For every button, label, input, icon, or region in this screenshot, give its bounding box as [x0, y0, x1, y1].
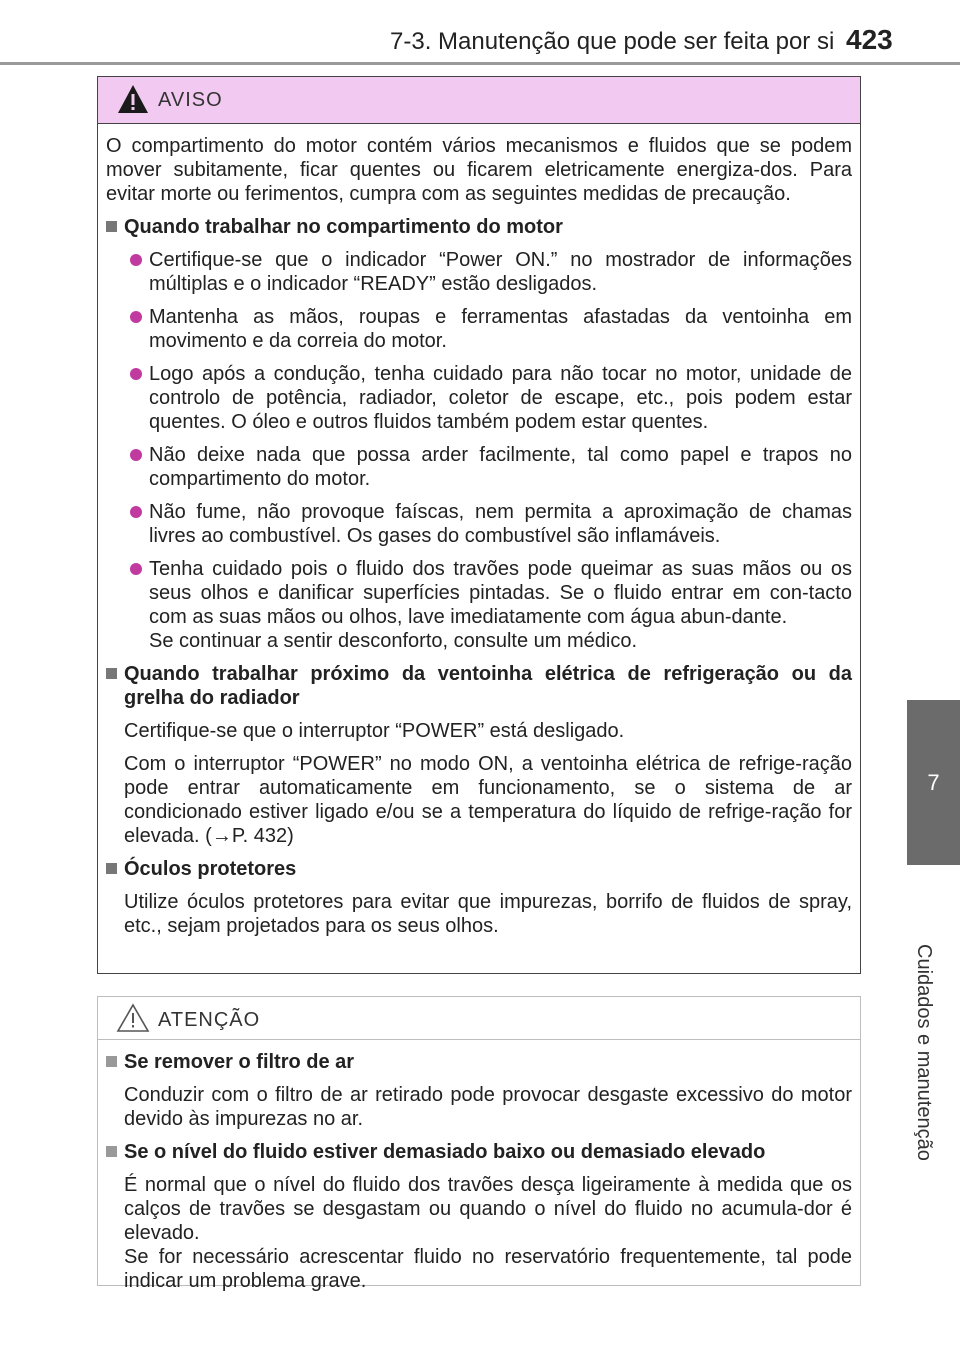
caution-body — [98, 1040, 860, 1293]
warning-intro: O compartimento do motor contém vários mecanismos e fluidos que se podem mover subitamente, ficar quentes ou ficarem eletricamente energiza-dos. Para evitar morte ou ferimentos, cumpra com as seguintes medidas de precaução. — [106, 135, 852, 205]
round-bullet-icon — [130, 563, 142, 575]
caution-header — [98, 997, 860, 1040]
warning-title: AVISO — [158, 89, 223, 111]
paragraph: Conduzir com o filtro de ar retirado pode provocar desgaste excessivo do motor devido às impurezas no ar. — [124, 1084, 852, 1130]
square-bullet-icon — [106, 863, 117, 874]
list-item: Não deixe nada que possa arder facilmente, tal como papel e trapos no compartimento do motor. — [130, 443, 852, 491]
paragraph: Utilize óculos protetores para evitar que impurezas, borrifo de fluidos de spray, etc., sejam projetados para os seus olhos. — [124, 891, 852, 937]
page-number: 423 — [846, 24, 893, 55]
paragraph: É normal que o nível do fluido dos travões desça ligeiramente à medida que os calços de travões se desgastam ou quando o nível do fluido no acumula-dor é elevado. Se for necessário acrescentar fluido no reservatório frequentemente, tal pode indicar um problema grave. — [124, 1174, 852, 1292]
list-item: Certifique-se que o indicador “Power ON.” no mostrador de informações múltiplas e o indicador “READY” estão desligados. — [130, 248, 852, 296]
round-bullet-icon — [130, 311, 142, 323]
square-bullet-icon — [106, 1146, 117, 1157]
caution-title: ATENÇÃO — [158, 1009, 261, 1031]
square-bullet-icon — [106, 221, 117, 232]
caution-section-heading: Se remover o filtro de ar — [106, 1050, 852, 1074]
list-item: Tenha cuidado pois o fluido dos travões pode queimar as suas mãos ou os seus olhos e danificar superfícies pintadas. Se o fluido entrar em con-tacto com as suas mãos ou olhos, lave imediatamente com água abun-dante. Se continuar a sentir desconforto, consulte um médico. — [130, 557, 852, 653]
paragraph: Com o interruptor “POWER” no modo ON, a ventoinha elétrica de refrige-ração pode entrar automaticamente em funcionamento, se o sistema de ar condicionado estiver ligado e/ou se a temperatura do líquido de refrige-ração for elevada. (→P. 432) — [124, 753, 852, 847]
warning-section-heading: Óculos protetores — [106, 857, 852, 881]
round-bullet-icon — [130, 368, 142, 380]
round-bullet-icon — [130, 506, 142, 518]
warning-section-heading: Quando trabalhar no compartimento do motor — [106, 215, 852, 239]
list-item: Mantenha as mãos, roupas e ferramentas afastadas da ventoinha em movimento e da correia do motor. — [130, 305, 852, 353]
list-item: Não fume, não provoque faíscas, nem permita a aproximação de chamas livres ao combustível. Os gases do combustível são inflamáveis. — [130, 500, 852, 548]
chapter-label: Cuidados e manutenção — [913, 944, 935, 1161]
round-bullet-icon — [130, 449, 142, 461]
caution-triangle-icon — [116, 1003, 150, 1033]
warning-body — [98, 124, 860, 938]
caution-section-heading: Se o nível do fluido estiver demasiado baixo ou demasiado elevado — [106, 1140, 852, 1164]
caution-box — [97, 996, 861, 1292]
warning-header — [98, 77, 860, 124]
warning-triangle-icon — [116, 83, 150, 115]
paragraph: Certifique-se que o interruptor “POWER” está desligado. — [124, 720, 625, 742]
warning-box — [97, 76, 861, 974]
warning-section-heading: Quando trabalhar próximo da ventoinha elétrica de refrigeração ou da grelha do radiador — [106, 662, 852, 710]
chapter-tab: 7 — [907, 700, 960, 865]
square-bullet-icon — [106, 1056, 117, 1067]
list-item: Logo após a condução, tenha cuidado para não tocar no motor, unidade de controlo de potência, radiador, coletor de escape, etc., pois podem estar quentes. O óleo e outros fluidos também podem estar quentes. — [130, 362, 852, 434]
round-bullet-icon — [130, 254, 142, 266]
list-item-note: Se continuar a sentir desconforto, consulte um médico. — [149, 630, 638, 652]
section-title: 7-3. Manutenção que pode ser feita por si — [390, 28, 835, 55]
paragraph-note: Se for necessário acrescentar fluido no reservatório frequentemente, tal pode indicar um problema grave. — [124, 1246, 852, 1292]
header-rule — [0, 62, 960, 65]
page-header — [0, 0, 960, 70]
square-bullet-icon — [106, 668, 117, 679]
